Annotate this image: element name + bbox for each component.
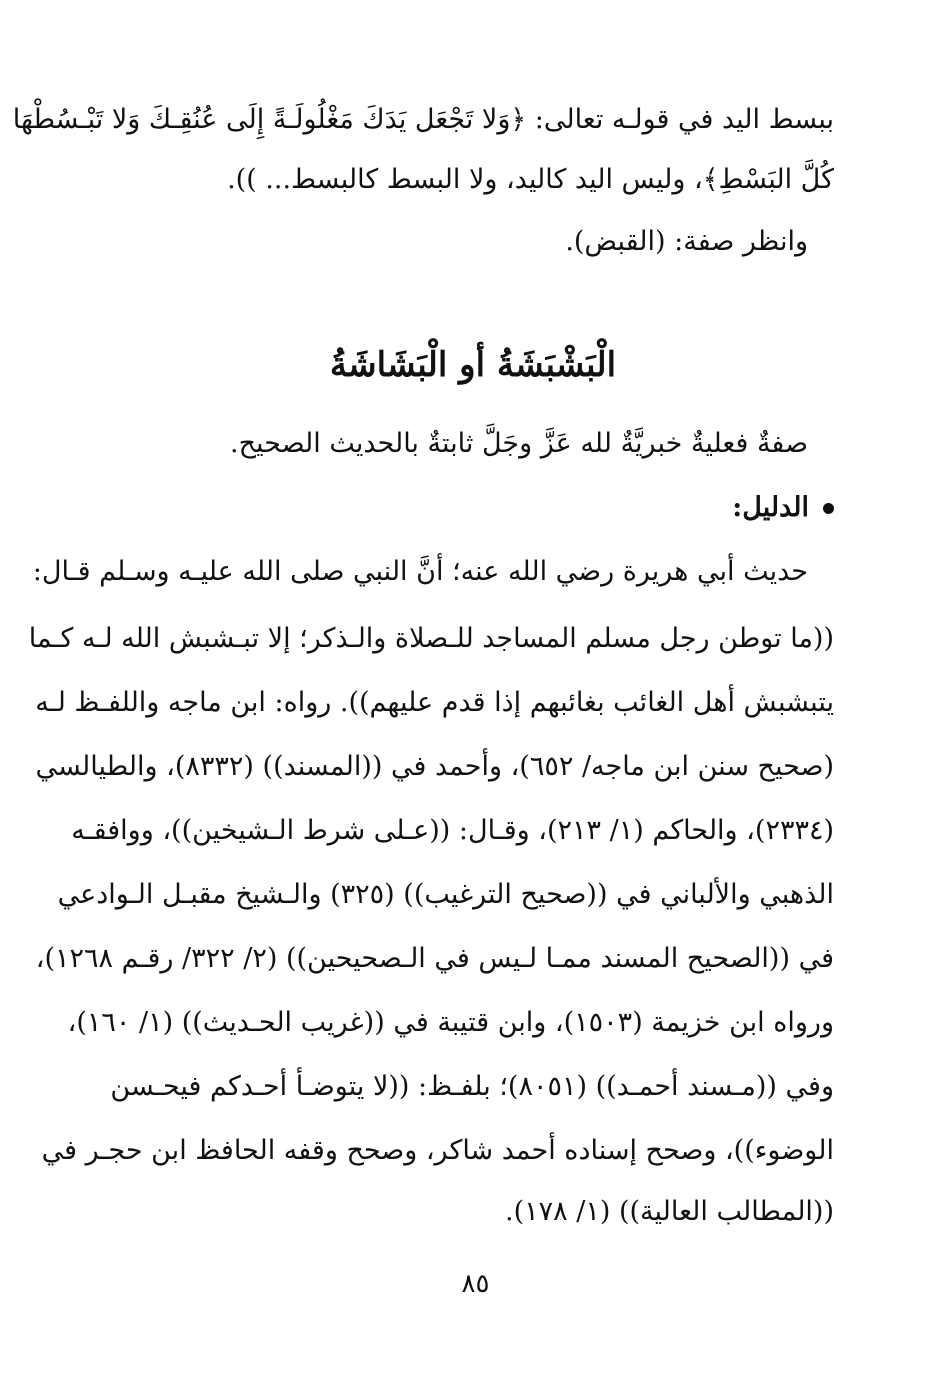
body-line: (٢٣٣٤)، والحاكم (١/ ٢١٣)، وقـال: ((عـلى شرط الـشيخين))، ووافقـه xyxy=(71,815,834,846)
body-line: يتبشبش أهل الغائب بغائبهم إذا قدم عليهم)). رواه: ابن ماجه واللفـظ لـه xyxy=(35,687,834,718)
body-line: الوضوء))، وصحح إسناده أحمد شاكر، وصحح وقفه الحافظ ابن حجـر في xyxy=(41,1135,834,1166)
section-heading: الْبَشْبَشَةُ أو الْبَشَاشَةُ xyxy=(329,345,617,385)
bullet-icon xyxy=(823,503,834,514)
intro-line-1: ببسط اليد في قولـه تعالى: ﴿وَلا تَجْعَل يَدَكَ مَغْلُولَـةً إِلَى عُنُقِـكَ وَلا تَبْـسُطْهَا xyxy=(12,104,834,135)
body-line: ورواه ابن خزيمة (١٥٠٣)، وابن قتيبة في ((غريب الحـديث)) (١/ ١٦٠)، xyxy=(67,1007,834,1038)
body-line: حديث أبي هريرة رضي الله عنه؛ أنَّ النبي صلى الله عليـه وسـلم قـال: xyxy=(32,556,808,587)
body-line: في ((الصحيح المسند ممـا لـيس في الـصحيحين)) (٢/ ٣٢٢/ رقـم ١٢٦٨)، xyxy=(35,943,834,974)
page-number: ٨٥ xyxy=(461,1269,490,1299)
body-line: الذهبي والألباني في ((صحيح الترغيب)) (٣٢٥) والـشيخ مقبـل الـوادعي xyxy=(57,879,834,910)
intro-line-2: كُلَّ البَسْطِ﴾، وليس اليد كاليد، ولا البسط كالبسط... )). xyxy=(227,164,834,195)
body-line: ((ما توطن رجل مسلم المساجد للـصلاة والـذكر؛ إلا تبـشبش الله لـه كـما xyxy=(28,623,834,654)
body-line: ((المطالب العالية)) (١/ ١٧٨). xyxy=(505,1196,834,1227)
intro-line-3: وانظر صفة: (القبض). xyxy=(565,226,808,257)
section-description: صفةٌ فعليةٌ خبريَّةٌ لله عَزَّ وجَلَّ ثابتةٌ بالحديث الصحيح. xyxy=(230,428,808,459)
evidence-heading xyxy=(732,488,834,528)
body-line: وفي ((مـسند أحمـد)) (٨٠٥١)؛ بلفـظ: ((لا يتوضـأ أحـدكم فيحـسن xyxy=(110,1071,834,1102)
evidence-label: الدليل: xyxy=(732,492,809,523)
body-line: (صحيح سنن ابن ماجه/ ٦٥٢)، وأحمد في ((المسند)) (٨٣٣٢)، والطيالسي xyxy=(35,751,834,782)
